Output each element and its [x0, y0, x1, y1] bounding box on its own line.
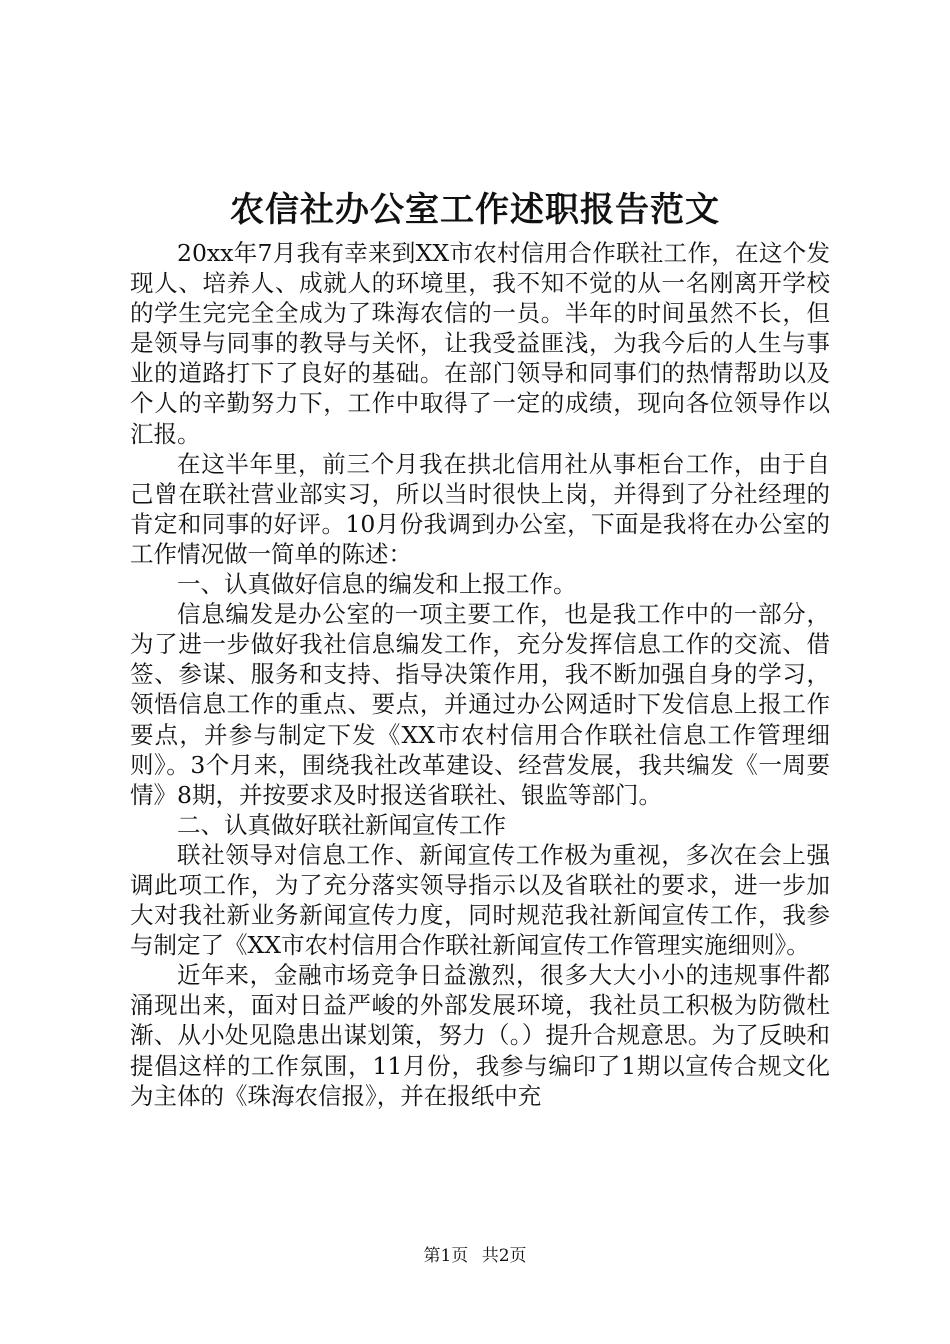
- page-total: 共2页: [481, 1246, 527, 1266]
- paragraph-intro: 20xx年7月我有幸来到XX市农村信用合作联社工作，在这个发现人、培养人、成就人的环境里，我不知不觉的从一名刚离开学校的学生完完全全成为了珠海农信的一员。半年的时间虽然不长，但是领导与同事的教导与关怀，让我受益匪浅，为我今后的人生与事业的道路打下了良好的基础。在部门领导和同事们的热情帮助以及个人的辛勤努力下，工作中取得了一定的成绩，现向各位领导作以汇报。: [130, 239, 830, 448]
- page-footer: [0, 1245, 950, 1267]
- document-body: 20xx年7月我有幸来到XX市农村信用合作联社工作，在这个发现人、培养人、成就人的环境里，我不知不觉的从一名刚离开学校的学生完完全全成为了珠海农信的一员。半年的时间虽然不长，但是领导与同事的教导与关怀，让我受益匪浅，为我今后的人生与事业的道路打下了良好的基础。在部门领导和同事们的热情帮助以及个人的辛勤努力下，工作中取得了一定的成绩，现向各位领导作以汇报。 在这半年里，前三个月我在拱北信用社从事柜台工作，由于自己曾在联社营业部实习，所以当时很快上岗，并得到了分社经理的肯定和同事的好评。10月份我调到办公室，下面是我将在办公室的工作情况做一简单的陈述： 一、认真做好信息的编发和上报工作。 信息编发是办公室的一项主要工作，也是我工作中的一部分，为了进一步做好我社信息编发工作，充分发挥信息工作的交流、借签、参谋、服务和支持、指导决策作用，我不断加强自身的学习，领悟信息工作的重点、要点，并通过办公网适时下发信息上报工作要点，并参与制定下发《XX市农村信用合作联社信息工作管理细则》。3个月来，围绕我社改革建设、经营发展，我共编发《一周要情》8期，并按要求及时报送省联社、银监等部门。 二、认真做好联社新闻宣传工作 联社领导对信息工作、新闻宣传工作极为重视，多次在会上强调此项工作，为了充分落实领导指示以及省联社的要求，进一步加大对我社新业务新闻宣传力度，同时规范我社新闻宣传工作，我参与制定了《XX市农村信用合作联社新闻宣传工作管理实施细则》。 近年来，金融市场竞争日益激烈，很多大大小小的违规事件都涌现出来，面对日益严峻的外部发展环境，我社员工积极为防微杜渐、从小处见隐患出谋划策，努力（。）提升合规意思。为了反映和提倡这样的工作氛围，11月份，我参与编印了1期以宣传合规文化为主体的《珠海农信报》，并在报纸中充: [130, 239, 830, 1110]
- paragraph-information: 信息编发是办公室的一项主要工作，也是我工作中的一部分，为了进一步做好我社信息编发工作，充分发挥信息工作的交流、借签、参谋、服务和支持、指导决策作用，我不断加强自身的学习，领悟信息工作的重点、要点，并通过办公网适时下发信息上报工作要点，并参与制定下发《XX市农村信用合作联社信息工作管理细则》。3个月来，围绕我社改革建设、经营发展，我共编发《一周要情》8期，并按要求及时报送省联社、银监等部门。: [130, 600, 830, 809]
- paragraph-counter-work: 在这半年里，前三个月我在拱北信用社从事柜台工作，由于自己曾在联社营业部实习，所以当时很快上岗，并得到了分社经理的肯定和同事的好评。10月份我调到办公室，下面是我将在办公室的工作情况做一简单的陈述：: [130, 449, 830, 568]
- paragraph-publicity: 联社领导对信息工作、新闻宣传工作极为重视，多次在会上强调此项工作，为了充分落实领导指示以及省联社的要求，进一步加大对我社新业务新闻宣传力度，同时规范我社新闻宣传工作，我参与制定了《XX市农村信用合作联社新闻宣传工作管理实施细则》。: [130, 840, 830, 960]
- section-heading-2: 二、认真做好联社新闻宣传工作: [177, 810, 506, 839]
- page-number: 第1页: [423, 1246, 469, 1266]
- section-heading-1: 一、认真做好信息的编发和上报工作。: [177, 570, 577, 599]
- document-title: 农信社办公室工作述职报告范文: [230, 190, 720, 230]
